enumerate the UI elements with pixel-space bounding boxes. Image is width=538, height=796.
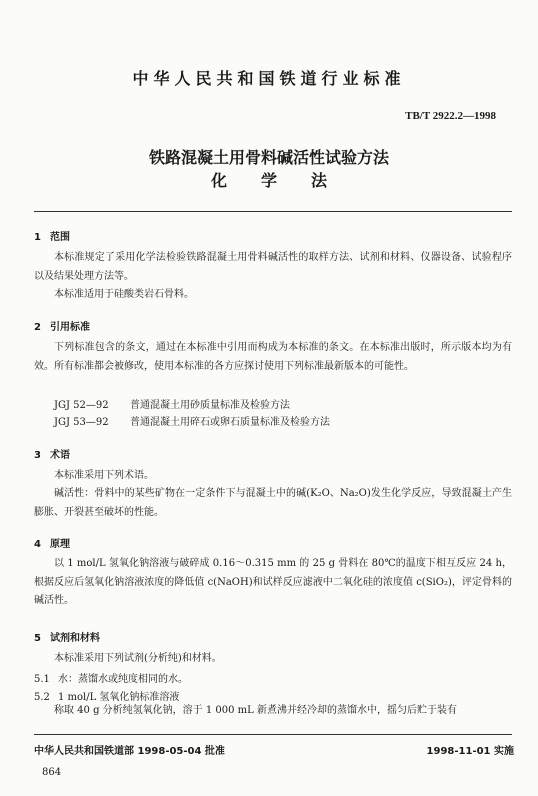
document-title: 铁路混凝土用骨料碱活性试验方法	[148, 148, 389, 167]
section-heading-2: 2 引用标准	[34, 322, 90, 333]
implementation-date: 1998-11-01 实施	[426, 746, 514, 757]
footer-divider	[34, 734, 512, 735]
section-heading-5: 5 试剂和材料	[34, 633, 100, 644]
section-heading-3: 3 术语	[34, 450, 70, 461]
section-1-paragraph-2: 本标准适用于硅酸类岩石骨料。	[54, 289, 194, 300]
document-subtitle: 化学法	[210, 171, 361, 190]
section-heading-1: 1 范围	[34, 232, 70, 243]
section-5-paragraph-1: 本标准采用下列试剂(分析纯)和材料。	[54, 653, 222, 664]
approval-statement: 中华人民共和国铁道部 1998-05-04 批准	[34, 746, 225, 757]
section-4-paragraph-1: 以 1 mol/L 氢氧化钠溶液与破碎成 0.16～0.315 mm 的 25 g 骨料在 80℃的温度下相互反应 24 h，根据反应后氢氧化钠溶液浓度的降低值 c(NaOH)和试样反应滤液中二氧化硅的浓度值 c(SiO₂)，评定骨料的碱活性。	[34, 558, 512, 606]
clause-item: 5.2 1 mol/L 氢氧化钠标准溶液	[34, 692, 180, 703]
standard-number: TB/T 2922.2—1998	[405, 110, 496, 122]
reference-row: JGJ 53—92 普通混凝土用碎石或卵石质量标准及检验方法	[54, 417, 330, 428]
page-number: 864	[42, 767, 62, 778]
section-heading-4: 4 原理	[34, 539, 70, 550]
title-divider	[34, 211, 512, 212]
section-3-paragraph-1: 本标准采用下列术语。	[54, 470, 154, 481]
section-5-paragraph-2: 称取 40 g 分析纯氢氧化钠，溶于 1 000 mL 新煮沸并经冷却的蒸馏水中，摇匀后贮于装有	[54, 705, 457, 716]
clause-item: 5.1 水：蒸馏水或纯度相同的水。	[34, 674, 188, 685]
section-2-paragraph-1: 下列标准包含的条文，通过在本标准中引用而构成为本标准的条文。在本标准出版时，所示版本均为有效。所有标准都会被修改，使用本标准的各方应探讨使用下列标准最新版本的可能性。	[34, 342, 512, 372]
issuing-body-header: 中华人民共和国铁道行业标准	[132, 69, 406, 88]
section-1-paragraph-1: 本标准规定了采用化学法检验铁路混凝土用骨料碱活性的取样方法、试剂和材料、仪器设备、试验程序以及结果处理方法等。	[34, 252, 512, 282]
section-3-paragraph-2: 碱活性：骨料中的某些矿物在一定条件下与混凝土中的碱(K₂O、Na₂O)发生化学反应，导致混凝土产生膨胀、开裂甚至破坏的性能。	[34, 488, 512, 518]
reference-row: JGJ 52—92 普通混凝土用砂质量标准及检验方法	[54, 400, 290, 411]
